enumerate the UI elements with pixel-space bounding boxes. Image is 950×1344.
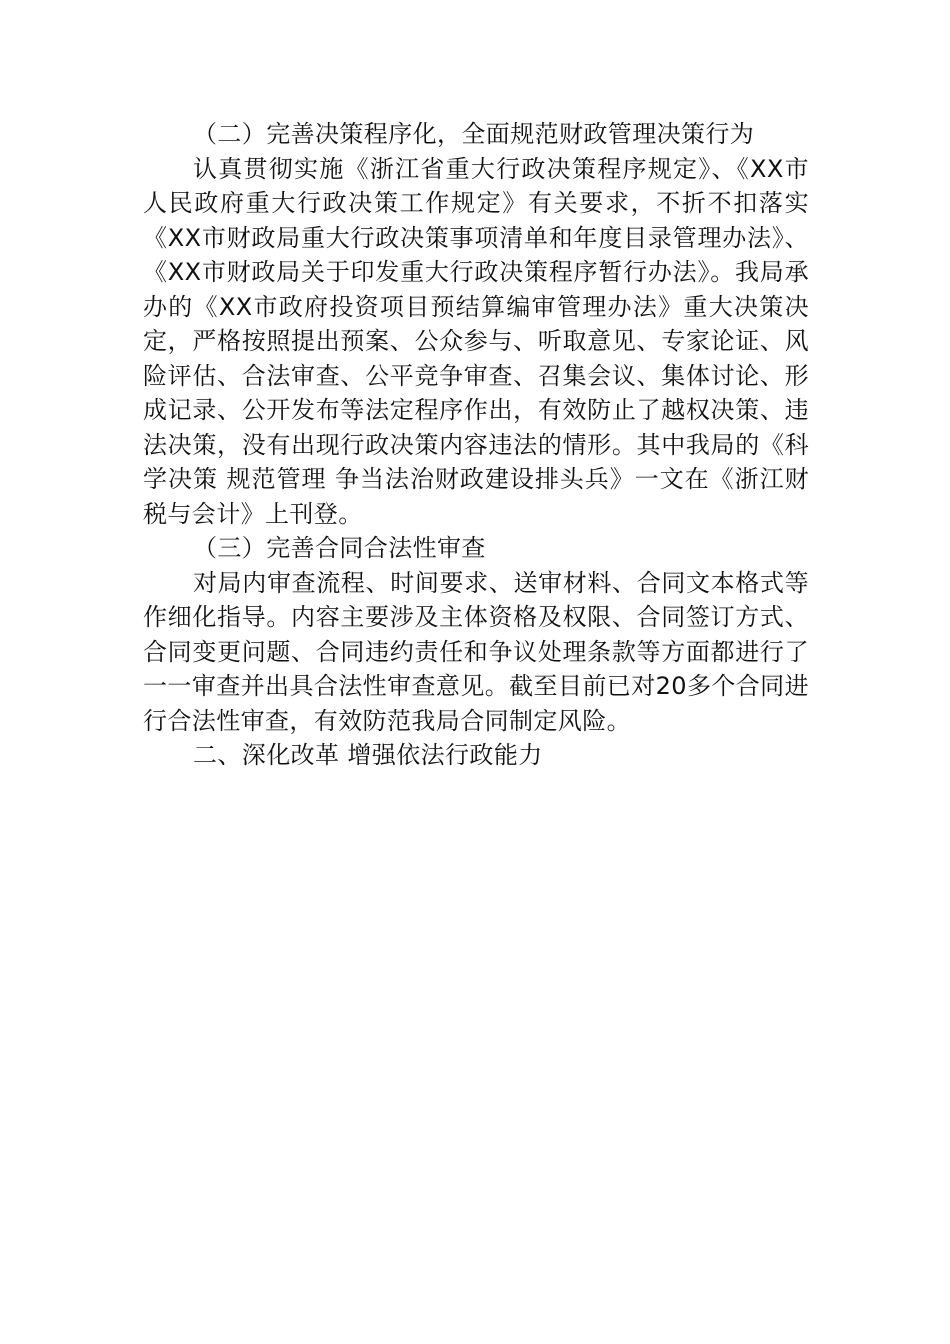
document-body: [143, 117, 809, 773]
section-heading-decision-procedure: （二）完善决策程序化，全面规范财政管理决策行为: [193, 120, 755, 148]
section-paragraph-decision-procedure: 认真贯彻实施《浙江省重大行政决策程序规定》、《XX市人民政府重大行政决策工作规定》有关要求，不折不扣落实《XX市财政局重大行政决策事项清单和年度目录管理办法》、《XX市财政局关于印发重大行政决策程序暂行办法》。我局承办的《XX市政府投资项目预结算编审管理办法》重大决策决定，严格按照提出预案、公众参与、听取意见、专家论证、风险评估、合法审查、公平竞争审查、召集会议、集体讨论、形成记录、公开发布等法定程序作出，有效防止了越权决策、违法决策，没有出现行政决策内容违法的情形。其中我局的《科学决策 规范管理 争当法治财政建设排头兵》一文在《浙江财税与会计》上刊登。: [143, 154, 809, 528]
part-heading-deepen-reform: 二、深化改革 增强依法行政能力: [193, 741, 543, 769]
section-heading-contract-review: （三）完善合同合法性审查: [193, 534, 486, 562]
section-paragraph-contract-review: 对局内审查流程、时间要求、送审材料、合同文本格式等作细化指导。内容主要涉及主体资格及权限、合同签订方式、合同变更问题、合同违约责任和争议处理条款等方面都进行了一一审查并出具合法性审查意见。截至目前已对20多个合同进行合法性审查，有效防范我局合同制定风险。: [143, 568, 809, 735]
